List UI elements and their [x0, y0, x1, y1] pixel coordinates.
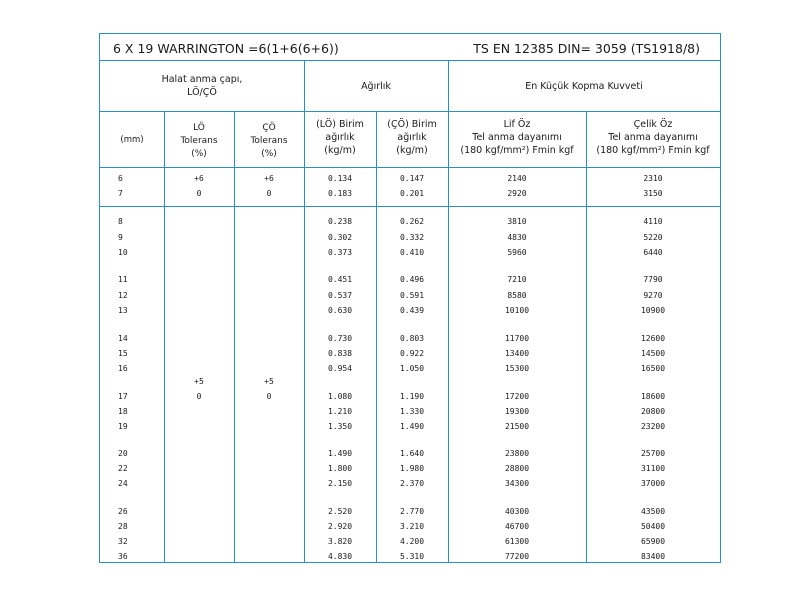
steel-core-force-value: 83400: [640, 552, 666, 561]
steel-core-force-value: 5220: [643, 233, 663, 242]
fiber-core-force-value: 8580: [507, 291, 527, 300]
co-weight-value: 1.330: [399, 407, 425, 416]
diameter-mm: 11: [118, 275, 128, 284]
col-header-fiber-core: Lif Öz Tel anma dayanımı (180 kgf/mm²) Fmin kgf: [460, 119, 574, 156]
fiber-core-force-value: 77200: [504, 552, 530, 561]
fiber-core-force-value: 10100: [504, 306, 530, 315]
standard-reference: TS EN 12385 DIN= 3059 (TS1918/8): [473, 41, 700, 56]
steel-core-force-value: 12600: [640, 334, 666, 343]
lo-weight-value: 1.800: [327, 464, 353, 473]
lo-weight-value: 0.238: [327, 217, 353, 226]
fiber-core-force-value: 7210: [507, 275, 527, 284]
lo-weight-value: 2.150: [327, 479, 353, 488]
lo-weight-value: 0.183: [327, 189, 353, 198]
lo-weight-value: 0.630: [327, 306, 353, 315]
diameter-mm: 16: [118, 364, 128, 373]
co-weight-value: 2.770: [399, 507, 425, 516]
lo-weight-value: 3.820: [327, 537, 353, 546]
title-divider: [100, 60, 720, 61]
lo-weight-value: 0.954: [327, 364, 353, 373]
co-weight-value: 0.147: [399, 174, 425, 183]
co-weight-value: 5.310: [399, 552, 425, 561]
column-header-divider: [100, 167, 720, 168]
lo-weight-value: 0.838: [327, 349, 353, 358]
co-weight-value: 4.200: [399, 537, 425, 546]
steel-core-force-value: 18600: [640, 392, 666, 401]
steel-core-force-value: 31100: [640, 464, 666, 473]
steel-core-force-value: 16500: [640, 364, 666, 373]
co-tolerance-small-zero: 0: [266, 189, 272, 198]
fiber-core-force-value: 17200: [504, 392, 530, 401]
lo-weight-value: 1.210: [327, 407, 353, 416]
lo-weight-value: 0.134: [327, 174, 353, 183]
fiber-core-force-value: 21500: [504, 422, 530, 431]
co-weight-value: 0.262: [399, 217, 425, 226]
fiber-core-force-value: 15300: [504, 364, 530, 373]
lo-weight-value: 0.302: [327, 233, 353, 242]
fiber-core-force-value: 19300: [504, 407, 530, 416]
fiber-core-force-value: 2920: [507, 189, 527, 198]
co-tolerance-large-plus: +5: [264, 377, 274, 386]
table-title: 6 X 19 WARRINGTON =6(1+6(6+6)): [113, 41, 339, 56]
fiber-core-force-value: 4830: [507, 233, 527, 242]
co-weight-value: 1.050: [399, 364, 425, 373]
diameter-mm: 10: [118, 248, 128, 257]
steel-core-force-value: 4110: [643, 217, 663, 226]
diameter-mm: 32: [118, 537, 128, 546]
fiber-core-force-value: 2140: [507, 174, 527, 183]
fiber-core-force-value: 3810: [507, 217, 527, 226]
lo-weight-value: 0.537: [327, 291, 353, 300]
lo-weight-value: 2.920: [327, 522, 353, 531]
diameter-mm: 18: [118, 407, 128, 416]
steel-core-force-value: 9270: [643, 291, 663, 300]
diameter-mm: 28: [118, 522, 128, 531]
co-weight-value: 1.490: [399, 422, 425, 431]
co-weight-value: 3.210: [399, 522, 425, 531]
diameter-mm: 9: [118, 233, 123, 242]
fiber-core-force-value: 46700: [504, 522, 530, 531]
small-rows-divider: [100, 206, 720, 207]
col-header-lo-weight: (LÖ) Birim ağırlık (kg/m): [316, 119, 364, 156]
steel-core-force-value: 14500: [640, 349, 666, 358]
lo-tolerance-large-plus: +5: [194, 377, 204, 386]
diameter-mm: 24: [118, 479, 128, 488]
steel-core-force-value: 10900: [640, 306, 666, 315]
lo-weight-value: 2.520: [327, 507, 353, 516]
diameter-mm: 20: [118, 449, 128, 458]
col-header-steel-core: Çelik Öz Tel anma dayanımı (180 kgf/mm²) Fmin kgf: [596, 119, 710, 156]
lo-weight-value: 0.373: [327, 248, 353, 257]
lo-tolerance-small-plus: +6: [194, 174, 204, 183]
lo-weight-value: 0.451: [327, 275, 353, 284]
col-header-co-weight: (ÇÖ) Birim ağırlık (kg/m): [387, 119, 437, 156]
co-weight-value: 0.591: [399, 291, 425, 300]
diameter-mm: 19: [118, 422, 128, 431]
fiber-core-force-value: 5960: [507, 248, 527, 257]
co-weight-value: 0.439: [399, 306, 425, 315]
diameter-mm: 8: [118, 217, 123, 226]
co-weight-value: 0.922: [399, 349, 425, 358]
diameter-mm: 15: [118, 349, 128, 358]
co-weight-value: 0.332: [399, 233, 425, 242]
fiber-core-force-value: 28800: [504, 464, 530, 473]
diameter-mm: 12: [118, 291, 128, 300]
steel-core-force-value: 3150: [643, 189, 663, 198]
fiber-core-force-value: 11700: [504, 334, 530, 343]
diameter-mm: 26: [118, 507, 128, 516]
col-header-co-tolerance: ÇÖ Tolerans (%): [250, 123, 288, 159]
diameter-mm: 36: [118, 552, 128, 561]
group-header-diameter: Halat anma çapı, LÖ/ÇÖ: [161, 74, 243, 98]
co-tolerance-large-zero: 0: [266, 392, 272, 401]
co-weight-value: 0.410: [399, 248, 425, 257]
lo-weight-value: 4.830: [327, 552, 353, 561]
co-tolerance-small-plus: +6: [264, 174, 274, 183]
co-weight-value: 0.803: [399, 334, 425, 343]
lo-tolerance-large-zero: 0: [196, 392, 202, 401]
lo-weight-value: 0.730: [327, 334, 353, 343]
steel-core-force-value: 23200: [640, 422, 666, 431]
fiber-core-force-value: 23800: [504, 449, 530, 458]
diameter-mm: 14: [118, 334, 128, 343]
steel-core-force-value: 25700: [640, 449, 666, 458]
group-header-breaking-force: En Küçük Kopma Kuvveti: [525, 81, 643, 92]
diameter-mm: 7: [118, 189, 123, 198]
co-weight-value: 0.201: [399, 189, 425, 198]
fiber-core-force-value: 34300: [504, 479, 530, 488]
co-weight-value: 1.640: [399, 449, 425, 458]
steel-core-force-value: 6440: [643, 248, 663, 257]
fiber-core-force-value: 13400: [504, 349, 530, 358]
steel-core-force-value: 43500: [640, 507, 666, 516]
lo-weight-value: 1.490: [327, 449, 353, 458]
steel-core-force-value: 65900: [640, 537, 666, 546]
lo-tolerance-small-zero: 0: [196, 189, 202, 198]
diameter-mm: 22: [118, 464, 128, 473]
group-header-divider: [100, 111, 720, 112]
diameter-mm: 13: [118, 306, 128, 315]
rope-spec-table: [99, 33, 721, 563]
group-header-weight: Ağırlık: [361, 81, 391, 92]
lo-weight-value: 1.080: [327, 392, 353, 401]
steel-core-force-value: 37000: [640, 479, 666, 488]
col-header-mm: (mm): [120, 135, 144, 145]
diameter-mm: 17: [118, 392, 128, 401]
co-weight-value: 2.370: [399, 479, 425, 488]
fiber-core-force-value: 61300: [504, 537, 530, 546]
steel-core-force-value: 50400: [640, 522, 666, 531]
co-weight-value: 0.496: [399, 275, 425, 284]
co-weight-value: 1.190: [399, 392, 425, 401]
lo-weight-value: 1.350: [327, 422, 353, 431]
steel-core-force-value: 2310: [643, 174, 663, 183]
co-weight-value: 1.980: [399, 464, 425, 473]
fiber-core-force-value: 40300: [504, 507, 530, 516]
diameter-mm: 6: [118, 174, 123, 183]
col-header-lo-tolerance: LÖ Tolerans (%): [180, 123, 218, 159]
steel-core-force-value: 20800: [640, 407, 666, 416]
steel-core-force-value: 7790: [643, 275, 663, 284]
